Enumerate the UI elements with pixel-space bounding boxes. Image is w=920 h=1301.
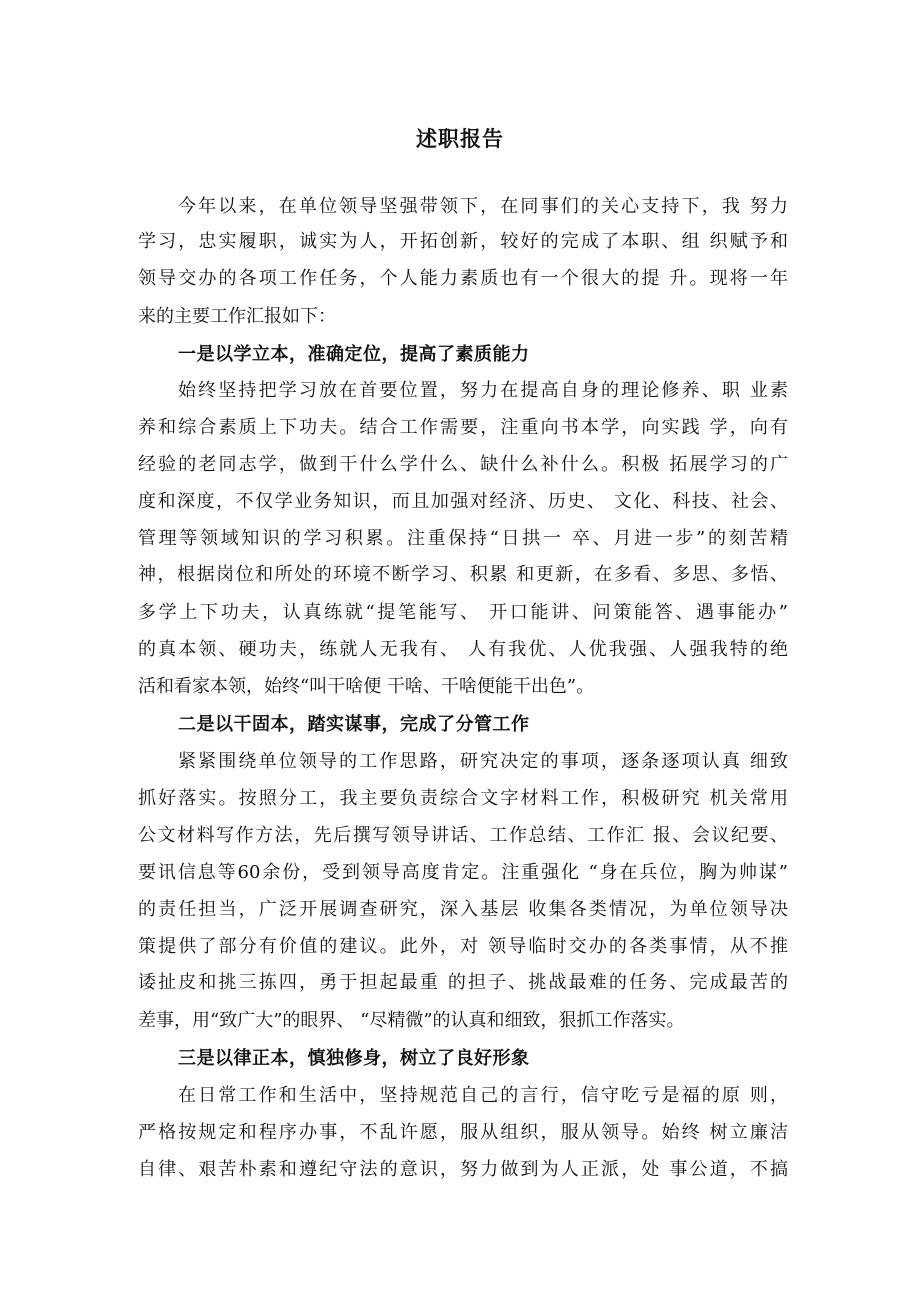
paragraph-line: 严格按规定和程序办事，不乱许愿，服从组织，服从领导。始终 树立廉洁 [138,1122,788,1143]
paragraph-line: 自律、艰苦朴素和遵纪守法的意识，努力做到为人正派，处 事公道，不搞 [138,1159,788,1180]
paragraph-line: 公文材料写作方法，先后撰写领导讲话、工作总结、工作汇 报、会议纪要、 [138,825,788,846]
paragraph-line: 管理等领域知识的学习积累。注重保持“日拱一 卒、月进一步”的刻苦精 [138,528,788,549]
paragraph-line: 诿扯皮和挑三拣四，勇于担起最重 的担子、挑战最难的任务、完成最苦的 [138,972,788,993]
paragraph-line: 紧紧围绕单位领导的工作思路，研究决定的事项，逐条逐项认真 细致 [178,751,788,772]
paragraph-line: 学习，忠实履职，诚实为人，开拓创新，较好的完成了本职、组 织赋予和 [138,231,788,252]
paragraph-line: 来的主要工作汇报如下： [138,306,336,327]
paragraph-line: 在日常工作和生活中，坚持规范自己的言行，信守吃亏是福的原 则， [178,1085,788,1106]
paragraph-line: 的责任担当，广泛开展调查研究，深入基层 收集各类情况，为单位领导决 [138,899,788,920]
paragraph-line: 策提供了部分有价值的建议。此外，对 领导临时交办的各类事情，从不推 [138,936,788,957]
paragraph-line: 抓好落实。按照分工，我主要负责综合文字材料工作，积极研究 机关常用 [138,788,788,809]
paragraph-line: 养和综合素质上下功夫。结合工作需要，注重向书本学，向实践 学，向有 [138,417,788,438]
section-heading: 一是以学立本，准确定位，提高了素质能力 [178,344,530,365]
paragraph-line: 要讯信息等60余份，受到领导高度肯定。注重强化 “身在兵位，胸为帅谋” [138,862,788,883]
paragraph-line: 多学上下功夫，认真练就“提笔能写、 开口能讲、问策能答、遇事能办” [138,602,788,623]
paragraph-line: 度和深度，不仅学业务知识，而且加强对经济、历史、 文化、科技、社会、 [138,491,788,512]
page-title: 述职报告 [416,127,504,151]
section-heading: 三是以律正本，慎独修身，树立了良好形象 [178,1048,530,1069]
paragraph-line: 经验的老同志学，做到干什么学什么、缺什么补什么。积极 拓展学习的广 [138,454,788,475]
paragraph-line: 今年以来，在单位领导坚强带领下，在同事们的关心支持下，我 努力 [178,196,788,217]
paragraph-line: 活和看家本领，始终“叫干啥便 干啥、干啥便能干出色”。 [138,676,595,697]
paragraph-line: 神，根据岗位和所处的环境不断学习、积累 和更新，在多看、多思、多悟、 [138,564,788,585]
section-heading: 二是以干固本，踏实谋事，完成了分管工作 [178,714,530,735]
paragraph-line: 领导交办的各项工作任务，个人能力素质也有一个很大的提 升。现将一年 [138,268,788,289]
paragraph-line: 差事，用“致广大”的眼界、 “尽精微”的认真和细致，狠抓工作落实。 [138,1010,685,1031]
paragraph-line: 的真本领、硬功夫，练就人无我有、 人有我优、人优我强、人强我特的绝 [138,639,788,660]
paragraph-line: 始终坚持把学习放在首要位置，努力在提高自身的理论修养、职 业素 [178,380,788,401]
